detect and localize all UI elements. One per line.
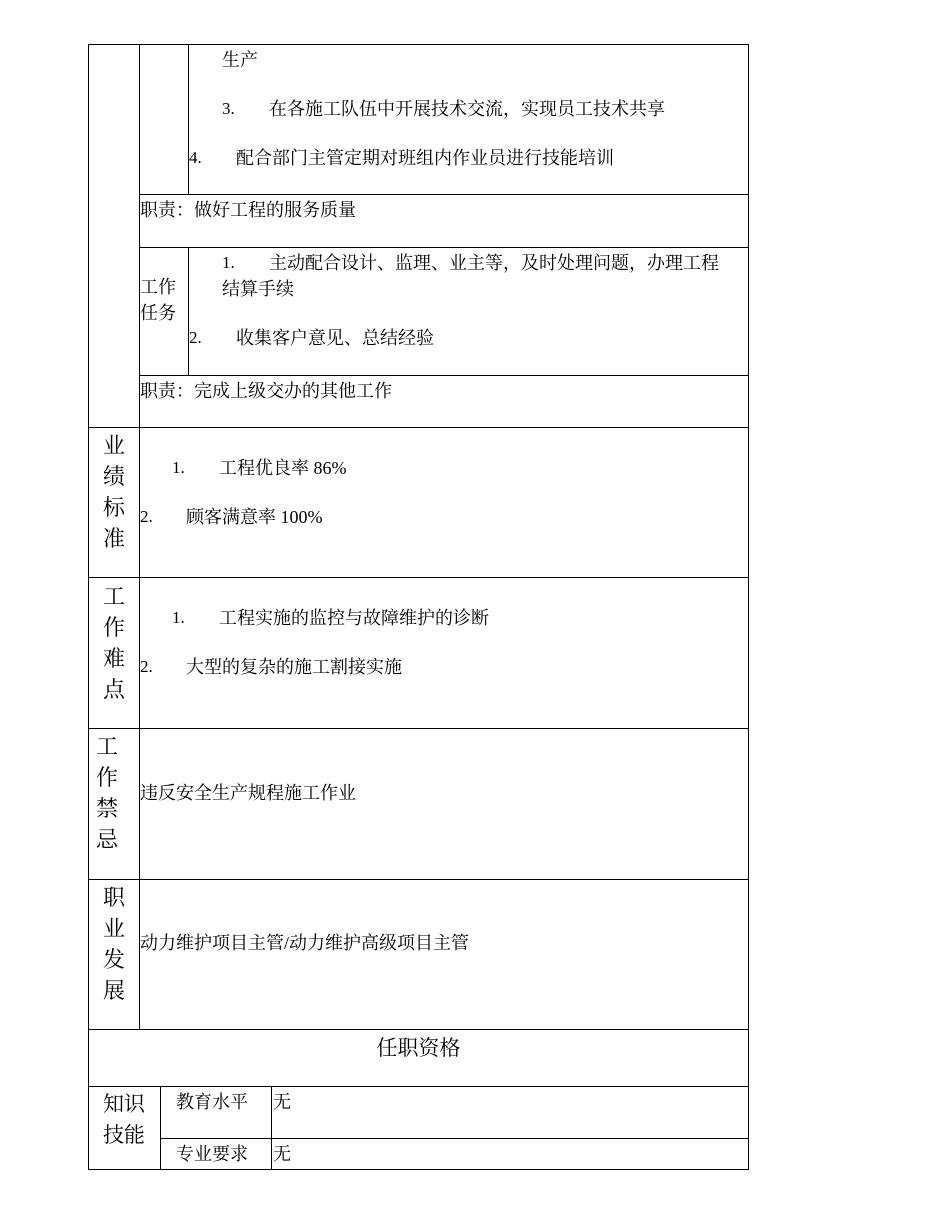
section-label-char: 工 [102,584,125,609]
section-label-char: 准 [102,526,125,551]
section-label-char: 作 [95,765,118,790]
task-label-line1: 工作 [140,277,176,297]
education-value: 无 [273,1092,291,1112]
list-item-number: 2. [140,507,153,526]
section-label-char: 作 [102,615,125,640]
list-item-text: 工程实施的监控与故障维护的诊断 [219,608,489,628]
duty-item-number: 4. [189,148,202,167]
section-label-char: 业 [102,916,125,941]
section-label-char: 工 [95,734,118,759]
duty-item-text: 主动配合设计、监理、业主等，及时处理问题，办理工程 [269,253,719,273]
major-label: 专业要求 [176,1144,248,1164]
section-label-char: 点 [102,677,125,702]
duty-heading: 职责：做好工程的服务质量 [140,200,356,220]
list-item-text: 顾客满意率 100% [186,507,323,527]
section-label-char: 业 [102,433,125,458]
list-item-text: 大型的复杂的施工割接实施 [186,657,402,677]
duty-item-text: 在各施工队伍中开展技术交流，实现员工技术共享 [269,99,665,119]
prohibition-text: 违反安全生产规程施工作业 [140,783,356,803]
task-label-line2: 任务 [140,303,176,323]
duty-item-text: 结算手续 [222,279,294,299]
duty-item-number: 1. [222,253,235,272]
education-label: 教育水平 [176,1092,248,1112]
duty-heading: 职责：完成上级交办的其他工作 [140,381,392,401]
major-value: 无 [273,1144,291,1164]
list-item-number: 1. [172,458,185,477]
list-item-number: 1. [172,608,185,627]
qualification-title: 任职资格 [376,1036,461,1060]
duty-item-text: 配合部门主管定期对班组内作业员进行技能培训 [236,148,614,168]
duty-item-text: 收集客户意见、总结经验 [236,328,434,348]
knowledge-skill-label: 技能 [103,1123,145,1147]
section-label-char: 职 [102,885,125,910]
duty-item-continuation: 生产 [222,50,258,70]
section-label-char: 标 [102,495,125,520]
section-label-char: 忌 [95,827,118,852]
section-label-char: 绩 [102,464,125,489]
section-label-char: 发 [102,947,125,972]
list-item-number: 2. [140,657,153,676]
duty-item-number: 2. [189,328,202,347]
section-label-char: 展 [102,978,125,1003]
duty-item-number: 3. [222,99,235,118]
knowledge-skill-label: 知识 [103,1092,145,1116]
section-label-char: 禁 [95,796,118,821]
list-item-text: 工程优良率 86% [219,458,347,478]
section-label-char: 难 [102,646,125,671]
career-path-text: 动力维护项目主管/动力维护高级项目主管 [140,933,469,953]
